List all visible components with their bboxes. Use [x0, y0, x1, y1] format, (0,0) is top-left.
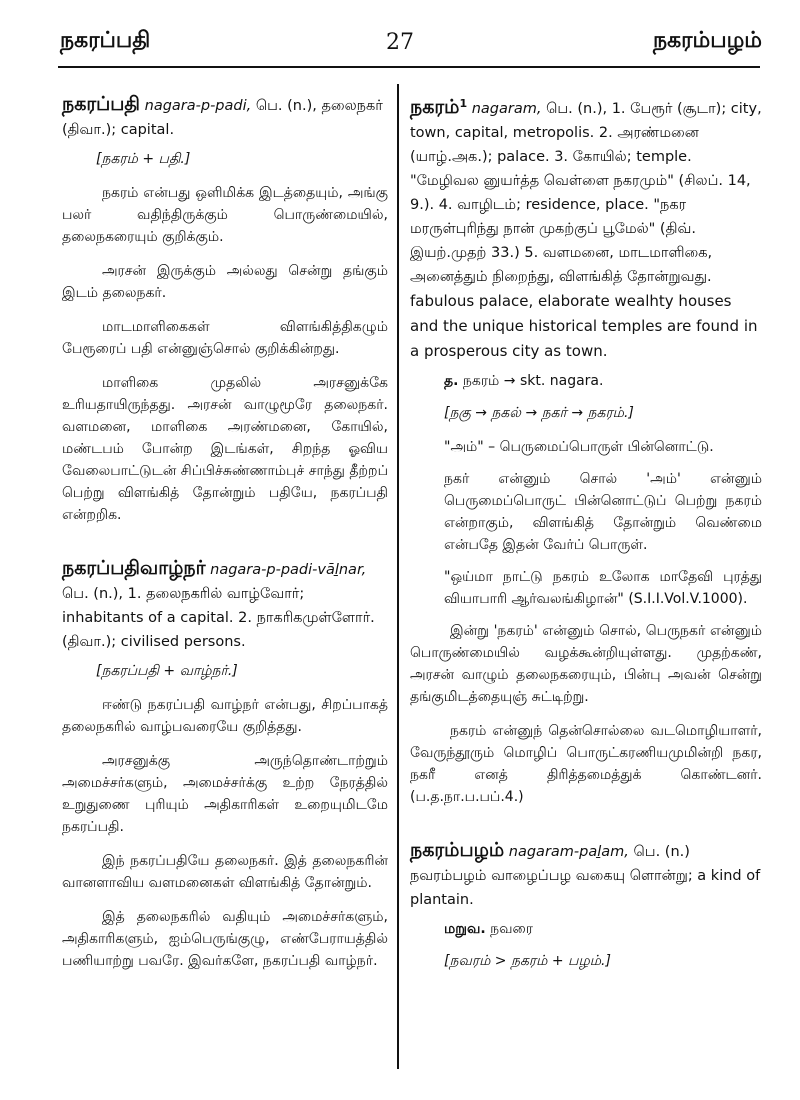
transliteration: nagaram, [471, 100, 542, 117]
quotation: "ஒய்மா நாட்டு நகரம் உலோக மாதேவி புரத்து வியாபாரி ஆர்வலங்கிழான்" (S.I.I.Vol.V.1000). [444, 568, 762, 607]
transliteration: nagaram-paḻam, [508, 843, 629, 860]
headword: நகரப்பதிவாழ்நர் [62, 557, 206, 579]
left-column [62, 92, 388, 984]
definition: பெ. (n.), 1. பேரூர் (சூடா); city, town, capital, metropolis. 2. அரண்மனை (யாழ்.அக.); palace. 3. கோயில்; temple. "மேழிவல னுயர்த்த வெள்ளை நகரமும்" (சிலப். 14, 9.). 4. வாழிடம்; residence, place. "நகர மரருள்புரிந்து நான் முகற்குப் பூமேல்" (திவ். இயற்.முதற் 33.) 5. வளமனை, மாடமாளிகை, அனைத்தும் நிறைந்து, விளங்கித் தோன்றுவது. [410, 100, 762, 285]
paragraph: இந் நகரப்பதியே தலைநகர். இத் தலைநகரின் வானளாவிய வளமனைகள் விளங்கித் தோன்றும். [62, 853, 388, 891]
paragraph: அரசனுக்கு அருந்தொண்டாற்றும் அமைச்சர்களும், அமைச்சர்க்கு உற்ற நேரத்தில் உறுதுணை புரியும் அதிகாரிகள் உறையுமிடமே நகரப்பதி. [62, 753, 388, 835]
entry-nagaram [410, 92, 762, 364]
paragraph: மாளிகை முதலில் அரசனுக்கே உரியதாயிருந்தது. அரசன் வாழுமூரே தலைநகர். வளமனை, மாளிகை அரண்மனை, கோயில், மண்டபம் போன்ற இடங்கள், சிறந்த ஓவிய வேலைபாட்டுடன் சிப்பிச்சுண்ணாம்புச் சாந்து தீற்றப் பெற்று விளங்கித் தோன்றும் பதியே, நகரப்பதி என்றறிக. [62, 375, 388, 523]
cognate [444, 370, 762, 392]
english-gloss: fabulous palace, elaborate wealhty houses and the unique historical temples are found in a prosperous city as town. [410, 291, 758, 360]
entry-nagarappadivazhnar [62, 556, 388, 654]
synonym [444, 918, 762, 940]
transliteration: nagara-p-padi, [144, 98, 252, 114]
running-head-left: நகரப்பதி [60, 28, 151, 53]
homonym-number: 1 [459, 97, 468, 110]
definition: பெ. (n.), 1. தலைநகரில் வாழ்வோர்; inhabitants of a capital. 2. நாகரிகமுள்ளோர். (திவா.); civilised persons. [62, 586, 375, 650]
paragraph: ஈண்டு நகரப்பதி வாழ்நர் என்பது, சிறப்பாகத் தலைநகரில் வாழ்பவரையே குறித்தது. [62, 697, 388, 735]
right-column [410, 92, 762, 984]
paragraph: "அம்" – பெருமைப்பொருள் பின்னொட்டு. [444, 438, 714, 455]
header-rule [58, 66, 760, 68]
definition: பெ. (n.), தலைநகர் (திவா.); capital. [62, 98, 383, 138]
paragraph: இத் தலைநகரில் வதியும் அமைச்சர்களும், அதிகாரிகளும், ஐம்பெருங்குழு, எண்பேராயத்தில் பணியாற்று பவரே. இவர்களே, நகரப்பதி வாழ்நர். [62, 909, 388, 969]
derivation: [நவரம் > நகரம் + பழம்.] [444, 952, 611, 969]
headword: நகரப்பதி [62, 93, 141, 115]
cognate-text: நகரம் → skt. nagara. [458, 372, 604, 389]
derivation: [நகு → நகல் → நகர் → நகரம்.] [444, 404, 634, 421]
column-divider [397, 84, 399, 1069]
paragraph: மாடமாளிகைகள் விளங்கித்திகழும் பேரூரைப் பதி என்னுஞ்சொல் குறிக்கின்றது. [62, 319, 388, 357]
entry-nagarampazham [410, 838, 762, 912]
synonym-text: நவரை [485, 920, 533, 937]
derivation: [நகரம் + பதி.] [96, 151, 191, 167]
transliteration: nagara-p-padi-vāḻnar, [210, 562, 367, 578]
synonym-label: மறுவ. [444, 920, 486, 937]
paragraph: இன்று 'நகரம்' என்னும் சொல், பெருநகர் என்னும் பொருண்மையில் வழக்கூன்றியுள்ளது. முதற்கண், அரசன் வாழும் தலைநகரையும், பின்பு அவன் சென்று தங்குமிடத்தையுஞ் சுட்டிற்று. [410, 622, 762, 705]
derivation: [நகரப்பதி + வாழ்நர்.] [96, 663, 238, 679]
definition: பெ. (n.) நவரம்பழம் வாழைப்பழ வகையு ளொன்று; a kind of plantain. [410, 843, 761, 908]
paragraph: நகரம் என்பது ஒளிமிக்க இடத்தையும், அங்கு பலர் வதிந்திருக்கும் பொருண்மையில், தலைநகரையும் குறிக்கும். [62, 185, 388, 245]
paragraph: நகர் என்னும் சொல் 'அம்' என்னும் பெருமைப்பொருட் பின்னொட்டுப் பெற்று நகரம் என்றாகும், விளங்கித் தோன்றும் வெண்மை என்பதே இதன் வேர்ப் பொருள். [444, 470, 762, 553]
paragraph: அரசன் இருக்கும் அல்லது சென்று தங்கும் இடம் தலைநகர். [62, 263, 388, 301]
entry-nagarappadi [62, 92, 388, 142]
running-head-right: நகரம்பழம் [652, 28, 762, 53]
page-number: 27 [386, 30, 414, 55]
headword: நகரம்பழம் [410, 838, 505, 861]
paragraph: நகரம் என்னுந் தென்சொல்லை வடமொழியாளர், வேருந்தூரும் மொழிப் பொருட்கரணியமுமின்றி நகர, நகரீ எனத் திரித்தமைத்துக் கொண்டனர். (ப.த.நா.ப.பப்.4.) [410, 722, 762, 805]
cognate-label: த. [444, 372, 459, 389]
headword: நகரம் [410, 95, 460, 118]
